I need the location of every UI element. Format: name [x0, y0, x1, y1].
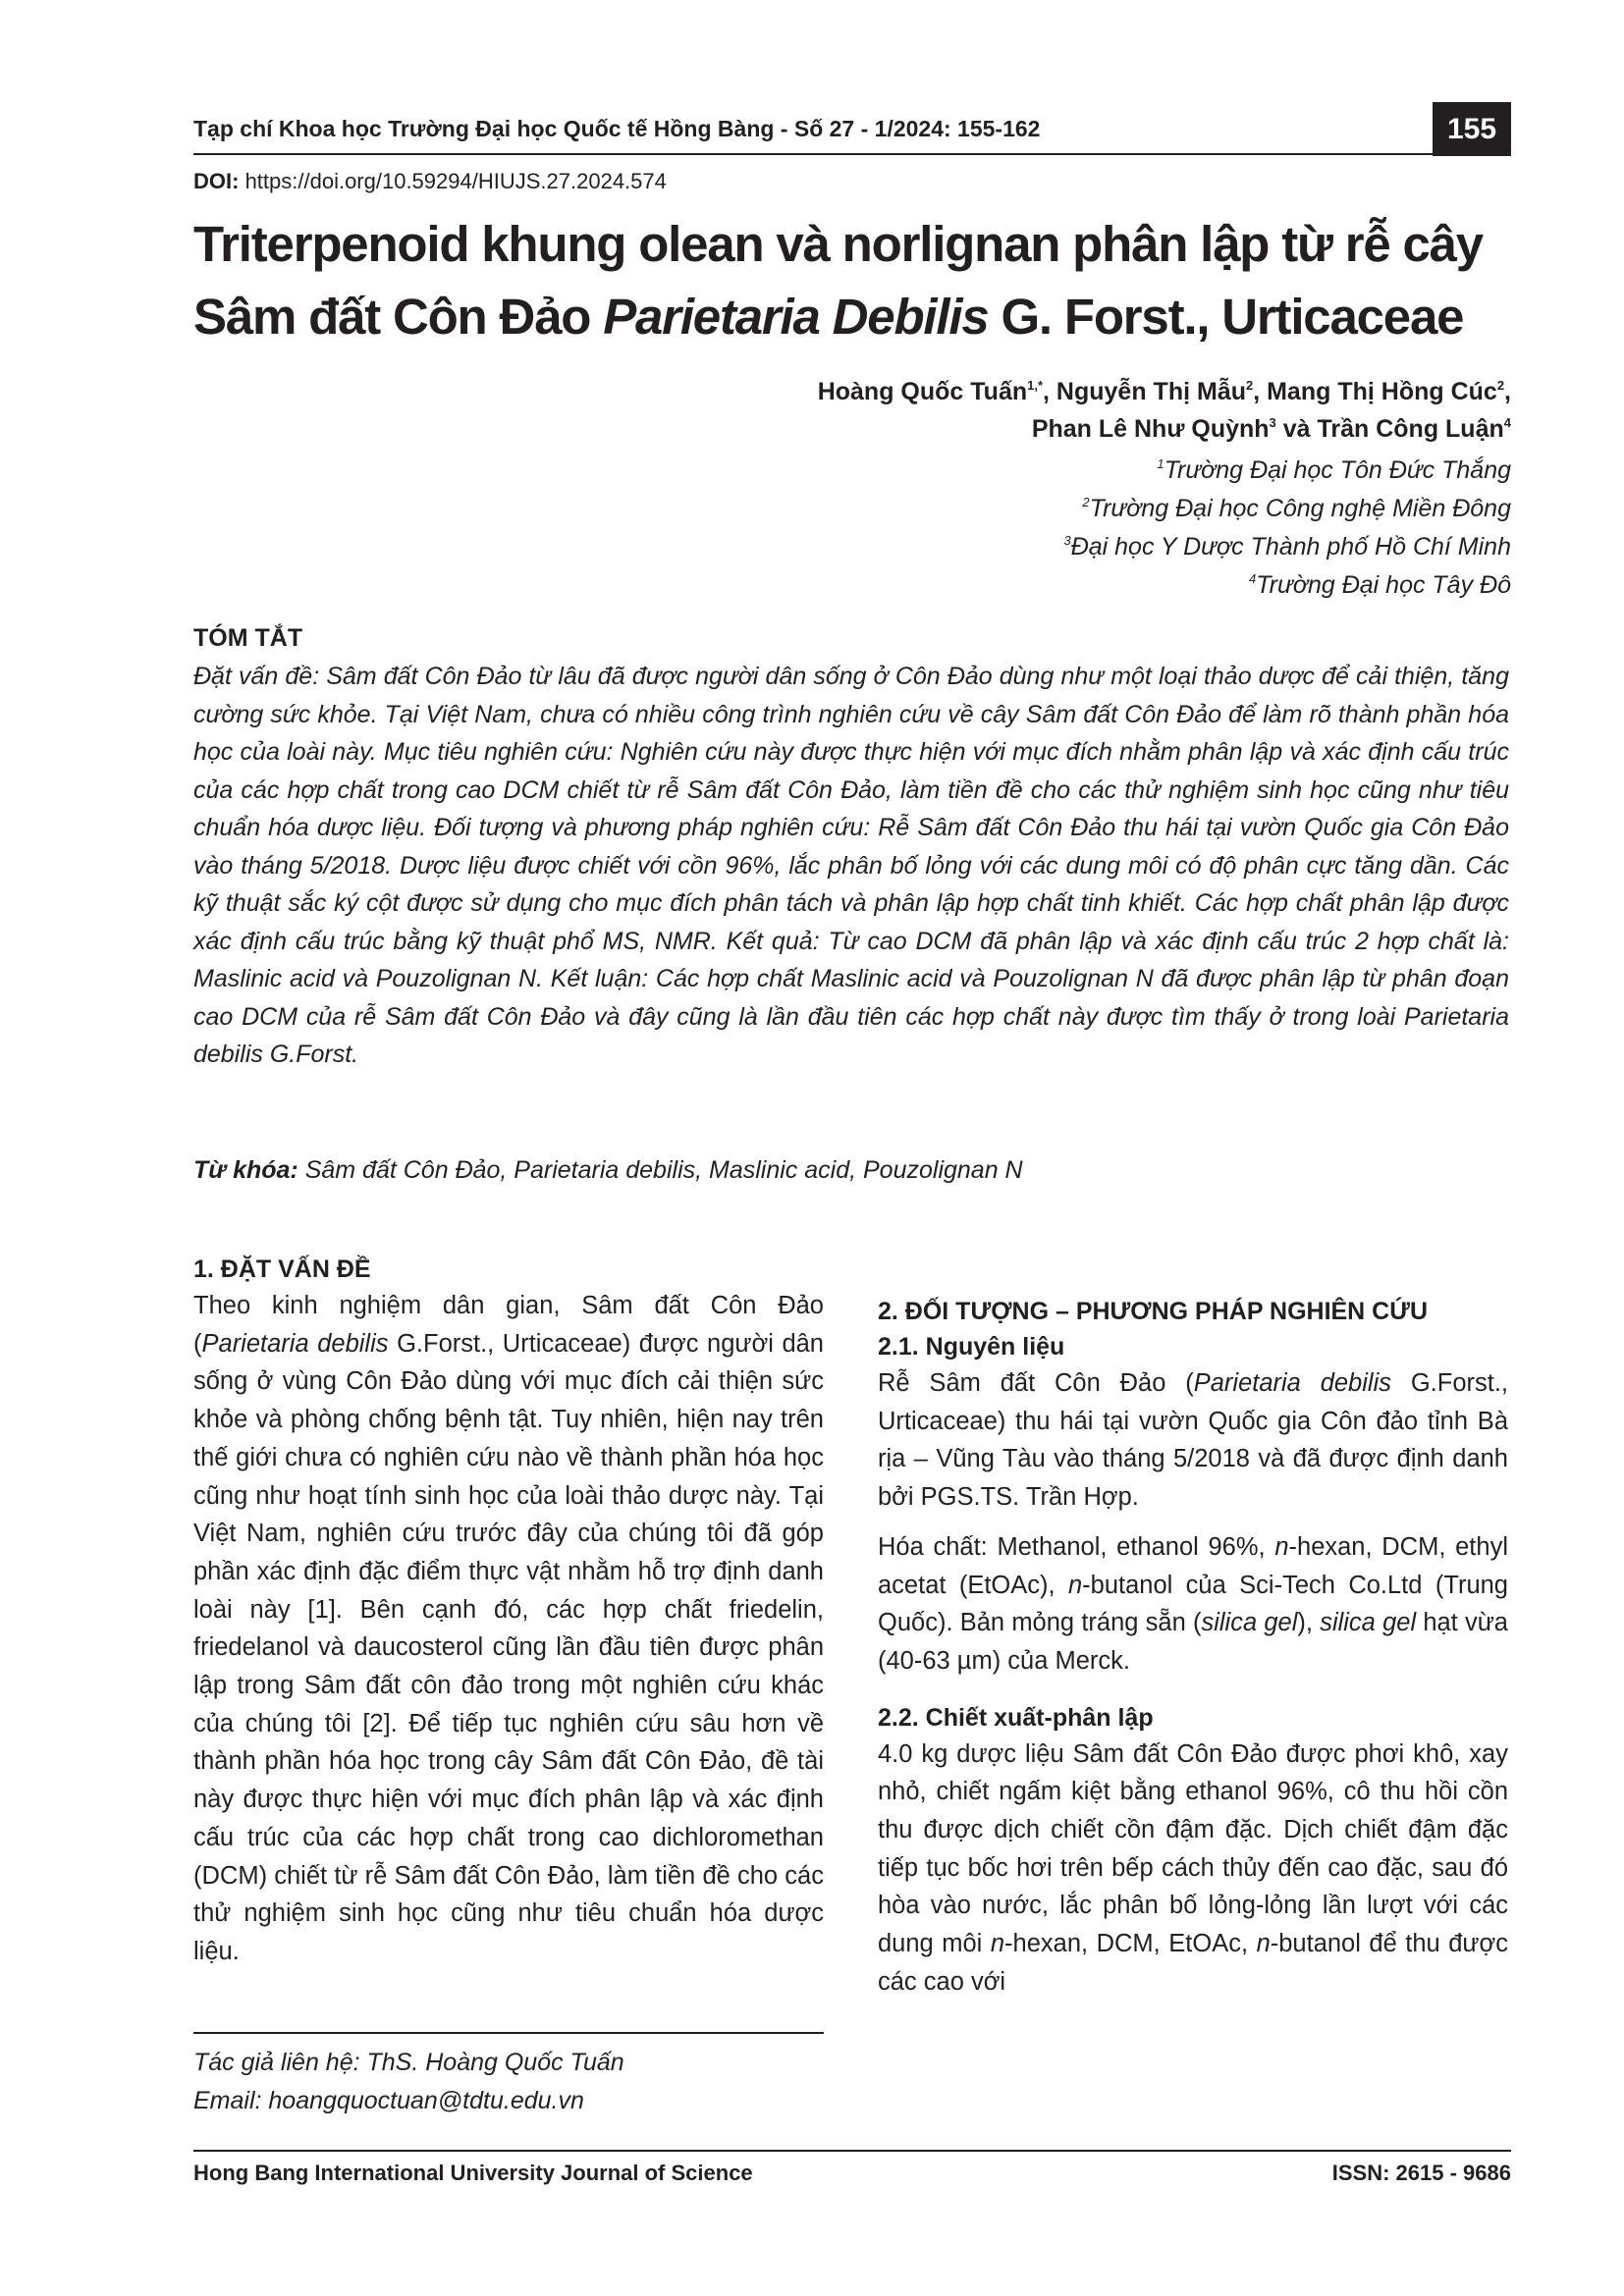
affiliation-sup: 1 — [1157, 456, 1164, 471]
text-run: 4.0 kg dược liệu Sâm đất Côn Đảo được phơi khô, xay nhỏ, chiết ngấm kiệt bằng ethanol 96%, cô thu hồi cồn thu được dịch chiết cồn đậm đặc. Dịch chiết đậm đặc tiếp tục bốc hơi trên bếp cách thủy đến cao đặc, sau đó hòa vào nước, lắc phân bố lỏng-lỏng lần lượt với các dung môi — [878, 1739, 1508, 1958]
title-line-2 — [193, 281, 1548, 353]
section-2-heading: 2. ĐỐI TƯỢNG – PHƯƠNG PHÁP NGHIÊN CỨU — [878, 1298, 1429, 1325]
author-name: Hoàng Quốc Tuấn — [817, 378, 1028, 405]
title-line-2-post: G. Forst., Urticaceae — [988, 289, 1464, 345]
affiliation-4 — [1063, 566, 1511, 605]
author-sep: , — [1504, 378, 1511, 405]
affiliation-sup: 2 — [1082, 495, 1090, 509]
author-sup: 1,* — [1027, 378, 1044, 393]
left-column — [193, 1252, 824, 1971]
text-run: -butanol của Sci-Tech Co.Ltd (Trung Quốc). Bản mỏng tráng sẵn ( — [878, 1571, 1508, 1637]
affiliation-list — [1063, 452, 1511, 605]
contact-divider — [193, 2032, 824, 2034]
page-number: 155 — [1446, 112, 1497, 145]
spacer — [878, 1517, 1508, 1528]
contact-author: Tác giả liên hệ: ThS. Hoàng Quốc Tuấn — [193, 2049, 624, 2076]
text-run: Hóa chất: Methanol, ethanol 96%, — [878, 1532, 1275, 1561]
affiliation-name: Đại học Y Dược Thành phố Hồ Chí Minh — [1070, 533, 1511, 561]
keywords — [193, 1156, 1023, 1185]
affiliation-2 — [1063, 490, 1511, 528]
author-name: Phan Lê Như Quỳnh — [1031, 415, 1270, 443]
abstract-text: Đặt vấn đề: Sâm đất Côn Đảo từ lâu đã được người dân sống ở Côn Đảo dùng như một loại thảo dược để cải thiện, tăng cường sức khỏe. Tại Việt Nam, chưa có nhiều công trình nghiên cứu về cây Sâm đất Côn Đảo để làm rõ thành phần hóa học của loài này. Mục tiêu nghiên cứu: Nghiên cứu này được thực hiện với mục đích nhằm phân lập và xác định cấu trúc của các hợp chất trong cao DCM chiết từ rễ Sâm đất Côn Đảo, làm tiền đề cho các thử nghiệm sinh học cũng như tiêu chuẩn hóa dược liệu. Đối tượng và phương pháp nghiên cứu: Rễ Sâm đất Côn Đảo thu hái tại vườn Quốc gia Côn Đảo vào tháng 5/2018. Dược liệu được chiết với cồn 96%, lắc phân bố lỏng với các dung môi có độ phân cực tăng dần. Các kỹ thuật sắc ký cột được sử dụng cho mục đích phân tách và phân lập hợp chất tinh khiết. Các hợp chất phân lập được xác định cấu trúc bằng kỹ thuật phổ MS, NMR. Kết quả: Từ cao DCM đã phân lập và xác định cấu trúc 2 hợp chất là: Maslinic acid và Pouzolignan N. Kết luận: Các hợp chất Maslinic acid và Pouzolignan N đã được phân lập từ phân đoạn cao DCM của rễ Sâm đất Côn Đảo và đây cũng là lần đầu tiên các hợp chất này được tìm thấy ở trong loài Parietaria debilis G.Forst. — [193, 663, 1509, 1068]
author-sup: 2 — [1496, 378, 1505, 393]
text-run: -hexan, DCM, ethyl acetat (EtOAc), — [878, 1532, 1508, 1599]
keywords-label: Từ khóa: — [193, 1156, 298, 1184]
contact-info — [193, 2044, 624, 2120]
footer-divider — [193, 2150, 1511, 2152]
abstract-heading: TÓM TẮT — [193, 624, 303, 652]
section-1-paragraph — [193, 1287, 824, 1971]
header-divider — [193, 153, 1433, 155]
text-italic: n — [990, 1930, 1005, 1958]
text-italic: silica gel — [1320, 1609, 1417, 1637]
page-number-badge — [1433, 102, 1511, 156]
footer-issn: ISSN: 2615 - 9686 — [1331, 2161, 1511, 2185]
footer-journal-name: Hong Bang International University Journal of Science — [193, 2161, 753, 2185]
affiliation-1 — [1063, 452, 1511, 490]
doi-line — [193, 169, 667, 194]
affiliation-name: Trường Đại học Công nghệ Miền Đông — [1089, 495, 1511, 522]
author-sup: 2 — [1245, 378, 1254, 393]
section-2-1-paragraph-2 — [878, 1528, 1508, 1681]
affiliation-name: Trường Đại học Tôn Đức Thắng — [1164, 456, 1511, 484]
text-italic: n — [1274, 1532, 1289, 1561]
title-species: Parietaria Debilis — [603, 289, 989, 345]
doi-link[interactable]: https://doi.org/10.59294/HIUJS.27.2024.574 — [239, 169, 667, 193]
text-run: G.Forst., Urticaceae) được người dân sống ở vùng Côn Đảo dùng với mục đích cải thiện sức khỏe và phòng chống bệnh tật. Tuy nhiên, hiện nay trên thế giới chưa có nghiên cứu nào về thành phần hóa học cũng như hoạt tính sinh học của loài thảo dược này. Tại Việt Nam, nghiên cứu trước đây của chúng tôi đã góp phần xác định đặc điểm thực vật nhằm hỗ trợ định danh loài này [1]. Bên cạnh đó, các hợp chất friedelin, friedelanol và daucosterol cũng lần đầu tiên được phân lập trong Sâm đất côn đảo trong một nghiên cứu khác của chúng tôi [2]. Để tiếp tục nghiên cứu sâu hơn về thành phần hóa học trong cây Sâm đất Côn Đảo, đề tài này được thực hiện với mục đích phân lập và xác định cấu trúc của các hợp chất trong cao dichloromethan (DCM) chiết từ rễ Sâm đất Côn Đảo, làm tiền đề cho các thử nghiệm sinh học cũng như tiêu chuẩn hóa dược liệu. — [193, 1329, 824, 1965]
author-list — [818, 373, 1511, 448]
text-italic: silica gel — [1201, 1609, 1298, 1637]
keywords-text: Sâm đất Côn Đảo, Parietaria debilis, Maslinic acid, Pouzolignan N — [298, 1156, 1023, 1184]
author-sup: 4 — [1503, 415, 1511, 430]
section-1-heading: 1. ĐẶT VẤN ĐỀ — [193, 1255, 371, 1283]
contact-email: Email: hoangquoctuan@tdtu.edu.vn — [193, 2087, 584, 2114]
title-line-1: Triterpenoid khung olean và norlignan phân lập từ rễ cây — [193, 216, 1483, 272]
section-2-1-paragraph-1 — [878, 1364, 1508, 1517]
title-line-2-pre: Sâm đất Côn Đảo — [193, 289, 604, 345]
text-italic: n — [1067, 1571, 1083, 1599]
text-run: -butanol để thu được các cao với — [878, 1930, 1508, 1996]
journal-header: Tạp chí Khoa học Trường Đại học Quốc tế Hồng Bàng - Số 27 - 1/2024: 155-162 — [193, 116, 1041, 141]
right-column — [878, 1294, 1508, 2002]
author-name: , Nguyễn Thị Mẫu — [1043, 378, 1246, 405]
species-name: Parietaria debilis — [201, 1329, 389, 1358]
text-run: Theo kinh nghiệm dân gian, Sâm đất Côn Đảo ( — [193, 1292, 824, 1358]
text-run: G.Forst., Urticaceae) thu hái tại vườn Quốc gia Côn đảo tỉnh Bà rịa – Vũng Tàu vào tháng 5/2018 và đã được định danh bởi PGS.TS. Trần Hợp. — [878, 1369, 1508, 1512]
species-name: Parietaria debilis — [1193, 1369, 1391, 1397]
text-italic: n — [1256, 1930, 1271, 1958]
section-2-2-paragraph — [878, 1735, 1508, 2002]
text-run: hạt vừa (40-63 µm) của Merck. — [878, 1609, 1508, 1675]
author-line-1 — [818, 373, 1511, 410]
affiliation-sup: 3 — [1063, 533, 1071, 548]
affiliation-name: Trường Đại học Tây Đô — [1256, 571, 1511, 599]
author-sup: 3 — [1269, 415, 1276, 430]
author-line-2 — [818, 410, 1511, 448]
doi-label: DOI: — [193, 169, 240, 193]
spacer — [878, 1681, 1508, 1700]
author-name: , Mang Thị Hồng Cúc — [1253, 378, 1497, 405]
subsection-2-2-heading: 2.2. Chiết xuất-phân lập — [878, 1703, 1154, 1732]
paper-title — [193, 208, 1548, 353]
text-run: -hexan, DCM, EtOAc, — [1004, 1930, 1257, 1958]
subsection-2-1-heading: 2.1. Nguyên liệu — [878, 1333, 1065, 1361]
text-run: Rễ Sâm đất Côn Đảo ( — [878, 1369, 1194, 1397]
author-name: và Trần Công Luận — [1275, 415, 1504, 443]
affiliation-sup: 4 — [1249, 571, 1257, 586]
affiliation-3 — [1063, 528, 1511, 566]
text-run: ), — [1297, 1609, 1321, 1637]
